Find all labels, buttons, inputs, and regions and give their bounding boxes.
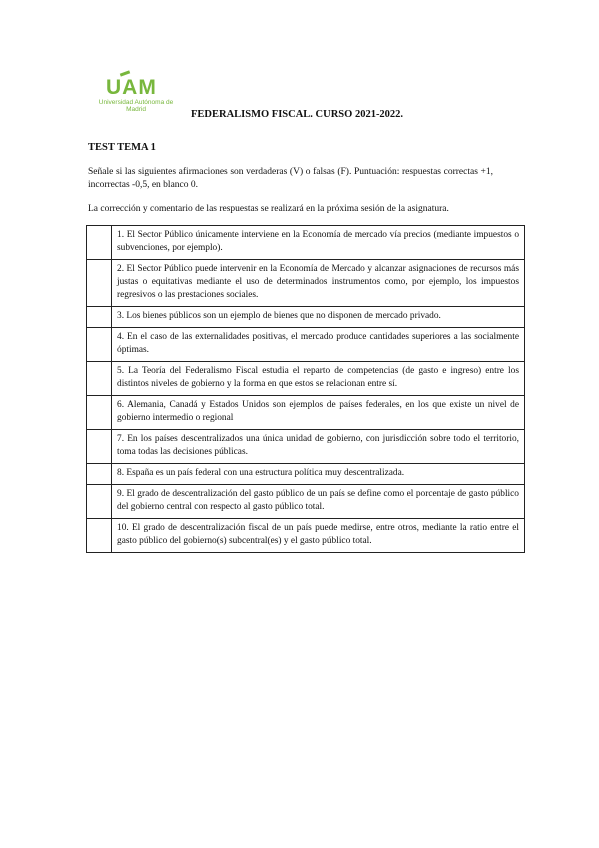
answer-cell[interactable]	[87, 519, 112, 553]
document-title: FEDERALISMO FISCAL. CURSO 2021-2022.	[191, 109, 404, 120]
logo-mark	[88, 78, 184, 98]
uam-logo	[88, 78, 184, 113]
logo-subtitle: Universidad Autónoma de Madrid	[98, 99, 174, 113]
question-text: 8. España es un país federal con una estructura política muy descentralizada.	[112, 464, 525, 485]
answer-cell[interactable]	[87, 430, 112, 464]
question-text: 6. Alemania, Canadá y Estados Unidos son ejemplos de países federales, en los que existe un nivel de gobierno intermedio o regional	[112, 396, 525, 430]
question-text: 4. En el caso de las externalidades positivas, el mercado produce cantidades superiores a las socialmente óptimas.	[112, 328, 525, 362]
question-text: 3. Los bienes públicos son un ejemplo de bienes que no disponen de mercado privado.	[112, 307, 525, 328]
test-title: TEST TEMA 1	[88, 142, 156, 153]
answer-cell[interactable]	[87, 328, 112, 362]
question-row	[87, 260, 525, 307]
question-text: 2. El Sector Público puede intervenir en la Economía de Mercado y alcanzar asignaciones de recursos más justas o equitativas mediante el uso de determinados instrumentos como, por ejemplo, los impuestos regresivos o las prestaciones sociales.	[112, 260, 525, 307]
question-row	[87, 307, 525, 328]
question-text: 7. En los países descentralizados una única unidad de gobierno, con jurisdicción sobre todo el territorio, toma todas las decisiones públicas.	[112, 430, 525, 464]
answer-cell[interactable]	[87, 226, 112, 260]
question-text: 1. El Sector Público únicamente interviene en la Economía de mercado vía precios (mediante impuestos o subvenciones, por ejemplo).	[112, 226, 525, 260]
question-row	[87, 328, 525, 362]
question-row	[87, 430, 525, 464]
answer-cell[interactable]	[87, 464, 112, 485]
question-row	[87, 362, 525, 396]
question-row	[87, 485, 525, 519]
answer-cell[interactable]	[87, 485, 112, 519]
correction-note: La corrección y comentario de las respuestas se realizará en la próxima sesión de la asignatura.	[88, 204, 449, 214]
question-text: 10. El grado de descentralización fiscal de un país puede medirse, entre otros, mediante la ratio entre el gasto público del gobierno(s) subcentral(es) y el gasto público total.	[112, 519, 525, 553]
questions-table	[86, 225, 525, 553]
answer-cell[interactable]	[87, 260, 112, 307]
question-row	[87, 396, 525, 430]
question-text: 5. La Teoría del Federalismo Fiscal estudia el reparto de competencias (de gasto e ingreso) entre los distintos niveles de gobierno y la forma en que estos se relacionan entre sí.	[112, 362, 525, 396]
logo-mark-text: UAM	[106, 76, 157, 99]
answer-cell[interactable]	[87, 307, 112, 328]
question-text: 9. El grado de descentralización del gasto público de un país se define como el porcentaje de gasto público del gobierno central con respecto al gasto público total.	[112, 485, 525, 519]
answer-cell[interactable]	[87, 396, 112, 430]
question-row	[87, 226, 525, 260]
instructions-paragraph: Señale si las siguientes afirmaciones son verdaderas (V) o falsas (F). Puntuación: respuestas correctas +1, incorrectas -0,5, en blanco 0.	[88, 167, 493, 190]
answer-cell[interactable]	[87, 362, 112, 396]
question-row	[87, 519, 525, 553]
question-row	[87, 464, 525, 485]
